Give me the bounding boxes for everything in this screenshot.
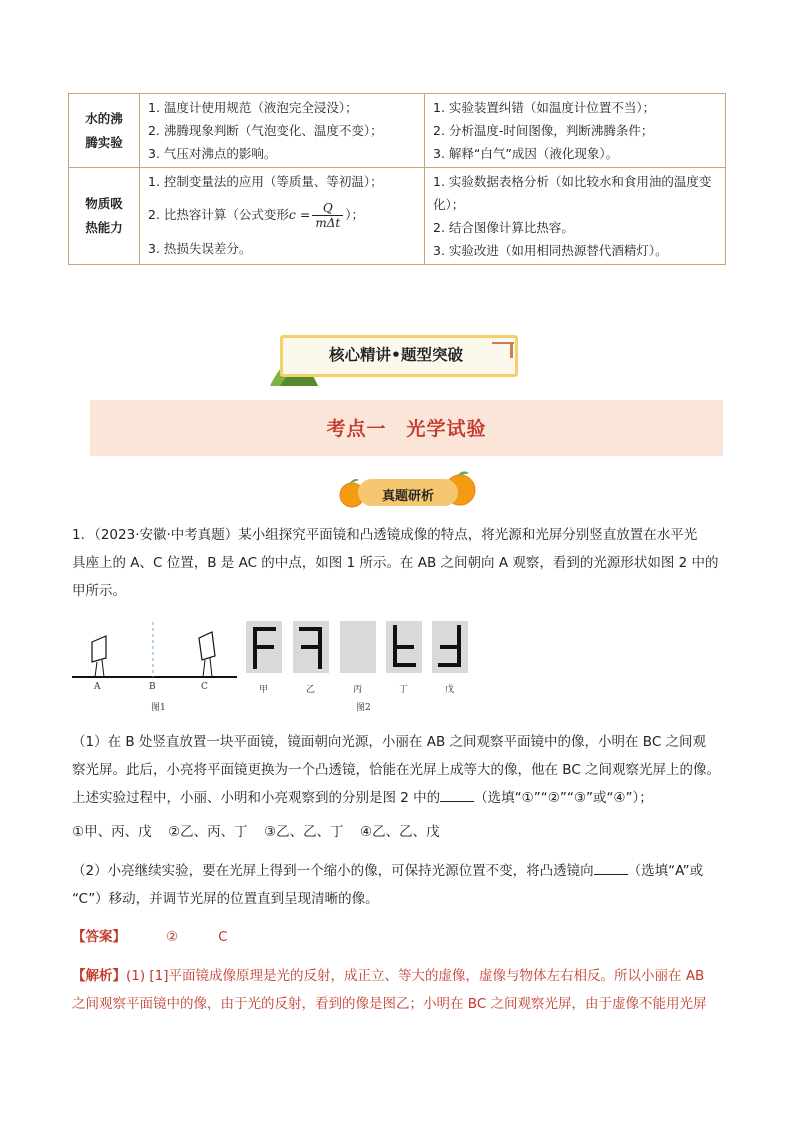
text-line: 1．（2023·安徽·中考真题）某小组探究平面镜和凸透镜成像的特点，将光源和光屏分别竖直放置在水平光 [72, 527, 698, 543]
list-item: 1. 温度计使用规范（液泡完全浸没）； [148, 100, 358, 115]
text-fragment: 上述实验过程中，小丽、小明和小亮观察到的分别是图 2 中的 [72, 790, 441, 806]
position-label-b: B [149, 682, 156, 692]
topic-cell [69, 94, 140, 168]
shape-panel-ding [386, 621, 422, 673]
shape-panel-yi [293, 621, 329, 673]
topic-line: 物质吸 [85, 196, 123, 211]
screen-icon [199, 632, 215, 677]
f-shape-icon [246, 621, 282, 673]
text-line: 察光屏。此后，小亮将平面镜更换为一个凸透镜，恰能在光屏上成等大的像，他在 BC 之间观察光屏上的像。 [72, 762, 721, 778]
shape-panel-wu [432, 621, 468, 673]
section-banner [270, 332, 522, 384]
answer-label: 【答案】 [72, 929, 126, 945]
list-item: 3. 热损失误差分。 [148, 241, 252, 256]
text-line [72, 962, 727, 990]
position-label-a: A [94, 682, 101, 692]
option-1[interactable]: ①甲、丙、戊 [72, 824, 152, 840]
mirrored-f-shape-icon [293, 621, 329, 673]
question-part-1 [72, 728, 727, 812]
list-item: 3. 解释“白气”成因（液化现象）。 [433, 146, 619, 161]
topic-line: 腾实验 [85, 134, 123, 150]
inverted-f-shape-icon [386, 621, 422, 673]
answer-blank[interactable] [440, 787, 474, 802]
summary-table [68, 93, 726, 265]
list-item: 1. 控制变量法的应用（等质量、等初温）； [148, 174, 383, 189]
skills-cell [425, 94, 726, 168]
topic-heading-band [90, 400, 723, 456]
badge-title: 真题研析 [381, 489, 434, 504]
list-item: 1. 实验装置纠错（如温度计位置不当）； [433, 100, 656, 115]
position-label-c: C [201, 682, 208, 692]
analysis-label: 【解析】 [72, 968, 126, 984]
text-line: “C”）移动，并调节光屏的位置直到呈现清晰的像。 [72, 891, 379, 907]
answer-value: C [218, 929, 228, 945]
options-row [72, 818, 727, 846]
table-row [69, 168, 726, 265]
text-line: 甲所示。 [72, 583, 126, 599]
shape-panel-jia [246, 621, 282, 673]
knowledge-cell [140, 168, 425, 265]
fraction-numerator: Q [312, 201, 343, 216]
list-item: 1. 实验数据表格分析（如比较水和食用油的温度变化）； [433, 174, 712, 212]
text-fragment: （选填“A”或 [627, 863, 704, 879]
text-line [72, 784, 727, 812]
answer-row [72, 923, 727, 951]
text-fragment: （2）小亮继续实验，要在光屏上得到一个缩小的像，可保持光源位置不变，将凸透镜向 [72, 863, 594, 879]
table-row [69, 94, 726, 168]
list-item [148, 193, 418, 237]
light-source-icon [92, 636, 106, 677]
answer-value: ② [166, 929, 179, 945]
topic-heading: 考点一 光学试验 [326, 418, 487, 440]
text-fragment: （选填“①”“②”“③”或“④”）； [474, 790, 653, 806]
fraction-denominator: mΔt [315, 216, 341, 230]
question-part-2 [72, 857, 727, 913]
list-item: 3. 气压对沸点的影响。 [148, 146, 277, 161]
knowledge-cell [140, 94, 425, 168]
option-4[interactable]: ④乙、乙、戊 [360, 824, 440, 840]
option-2[interactable]: ②乙、丙、丁 [168, 824, 248, 840]
figure-1-apparatus [72, 622, 242, 712]
text-line: （1）在 B 处竖直放置一块平面镜，镜面朝向光源，小丽在 AB 之间观察平面镜中的像，小明在 BC 之间观 [72, 734, 707, 750]
topic-line: 热能力 [85, 220, 123, 235]
panel-label: 乙 [306, 685, 316, 695]
topic-line: 水的沸 [85, 110, 123, 126]
panel-label: 丁 [399, 685, 409, 695]
figure-2-caption: 图2 [356, 703, 371, 713]
list-item: 2. 沸腾现象判断（气泡变化、温度不变）； [148, 123, 383, 138]
question-intro [72, 521, 727, 605]
option-3[interactable]: ③乙、乙、丁 [264, 824, 344, 840]
exam-review-badge [338, 470, 478, 510]
shape-panel-bing [340, 621, 376, 673]
skills-cell [425, 168, 726, 265]
panel-label: 丙 [353, 685, 363, 695]
banner-title: 核心精讲•题型突破 [329, 346, 463, 364]
list-item: 3. 实验改进（如用相同热源替代酒精灯）。 [433, 243, 668, 258]
topic-cell [69, 168, 140, 265]
panel-label: 戊 [445, 685, 455, 695]
answer-blank[interactable] [594, 860, 628, 875]
panel-label: 甲 [259, 685, 269, 695]
text-line: 之间观察平面镜中的像，由于光的反射，看到的像是图乙；小明在 BC 之间观察光屏，由于虚像不能用光屏 [72, 996, 707, 1012]
text-fragment: (1) [1]平面镜成像原理是光的反射，成正立、等大的虚像，虚像与物体左右相反。所以小丽在 AB [126, 968, 705, 984]
formula-lhs: c = [288, 207, 311, 222]
rotated-f-shape-icon [432, 621, 468, 673]
list-item: 2. 结合图像计算比热容。 [433, 220, 574, 235]
figure-1-caption: 图1 [151, 703, 166, 713]
analysis-block [72, 962, 727, 1018]
text-line [72, 857, 727, 885]
text-line: 具座上的 A、C 位置，B 是 AC 的中点，如图 1 所示。在 AB 之间朝向 A 观察，看到的光源形状如图 2 中的 [72, 555, 719, 571]
list-item: 2. 分析温度-时间图像，判断沸腾条件； [433, 123, 654, 138]
formula-prefix: 2. 比热容计算（公式变形 [148, 207, 289, 222]
formula-fraction [312, 201, 343, 230]
formula-suffix: ）； [345, 207, 364, 222]
